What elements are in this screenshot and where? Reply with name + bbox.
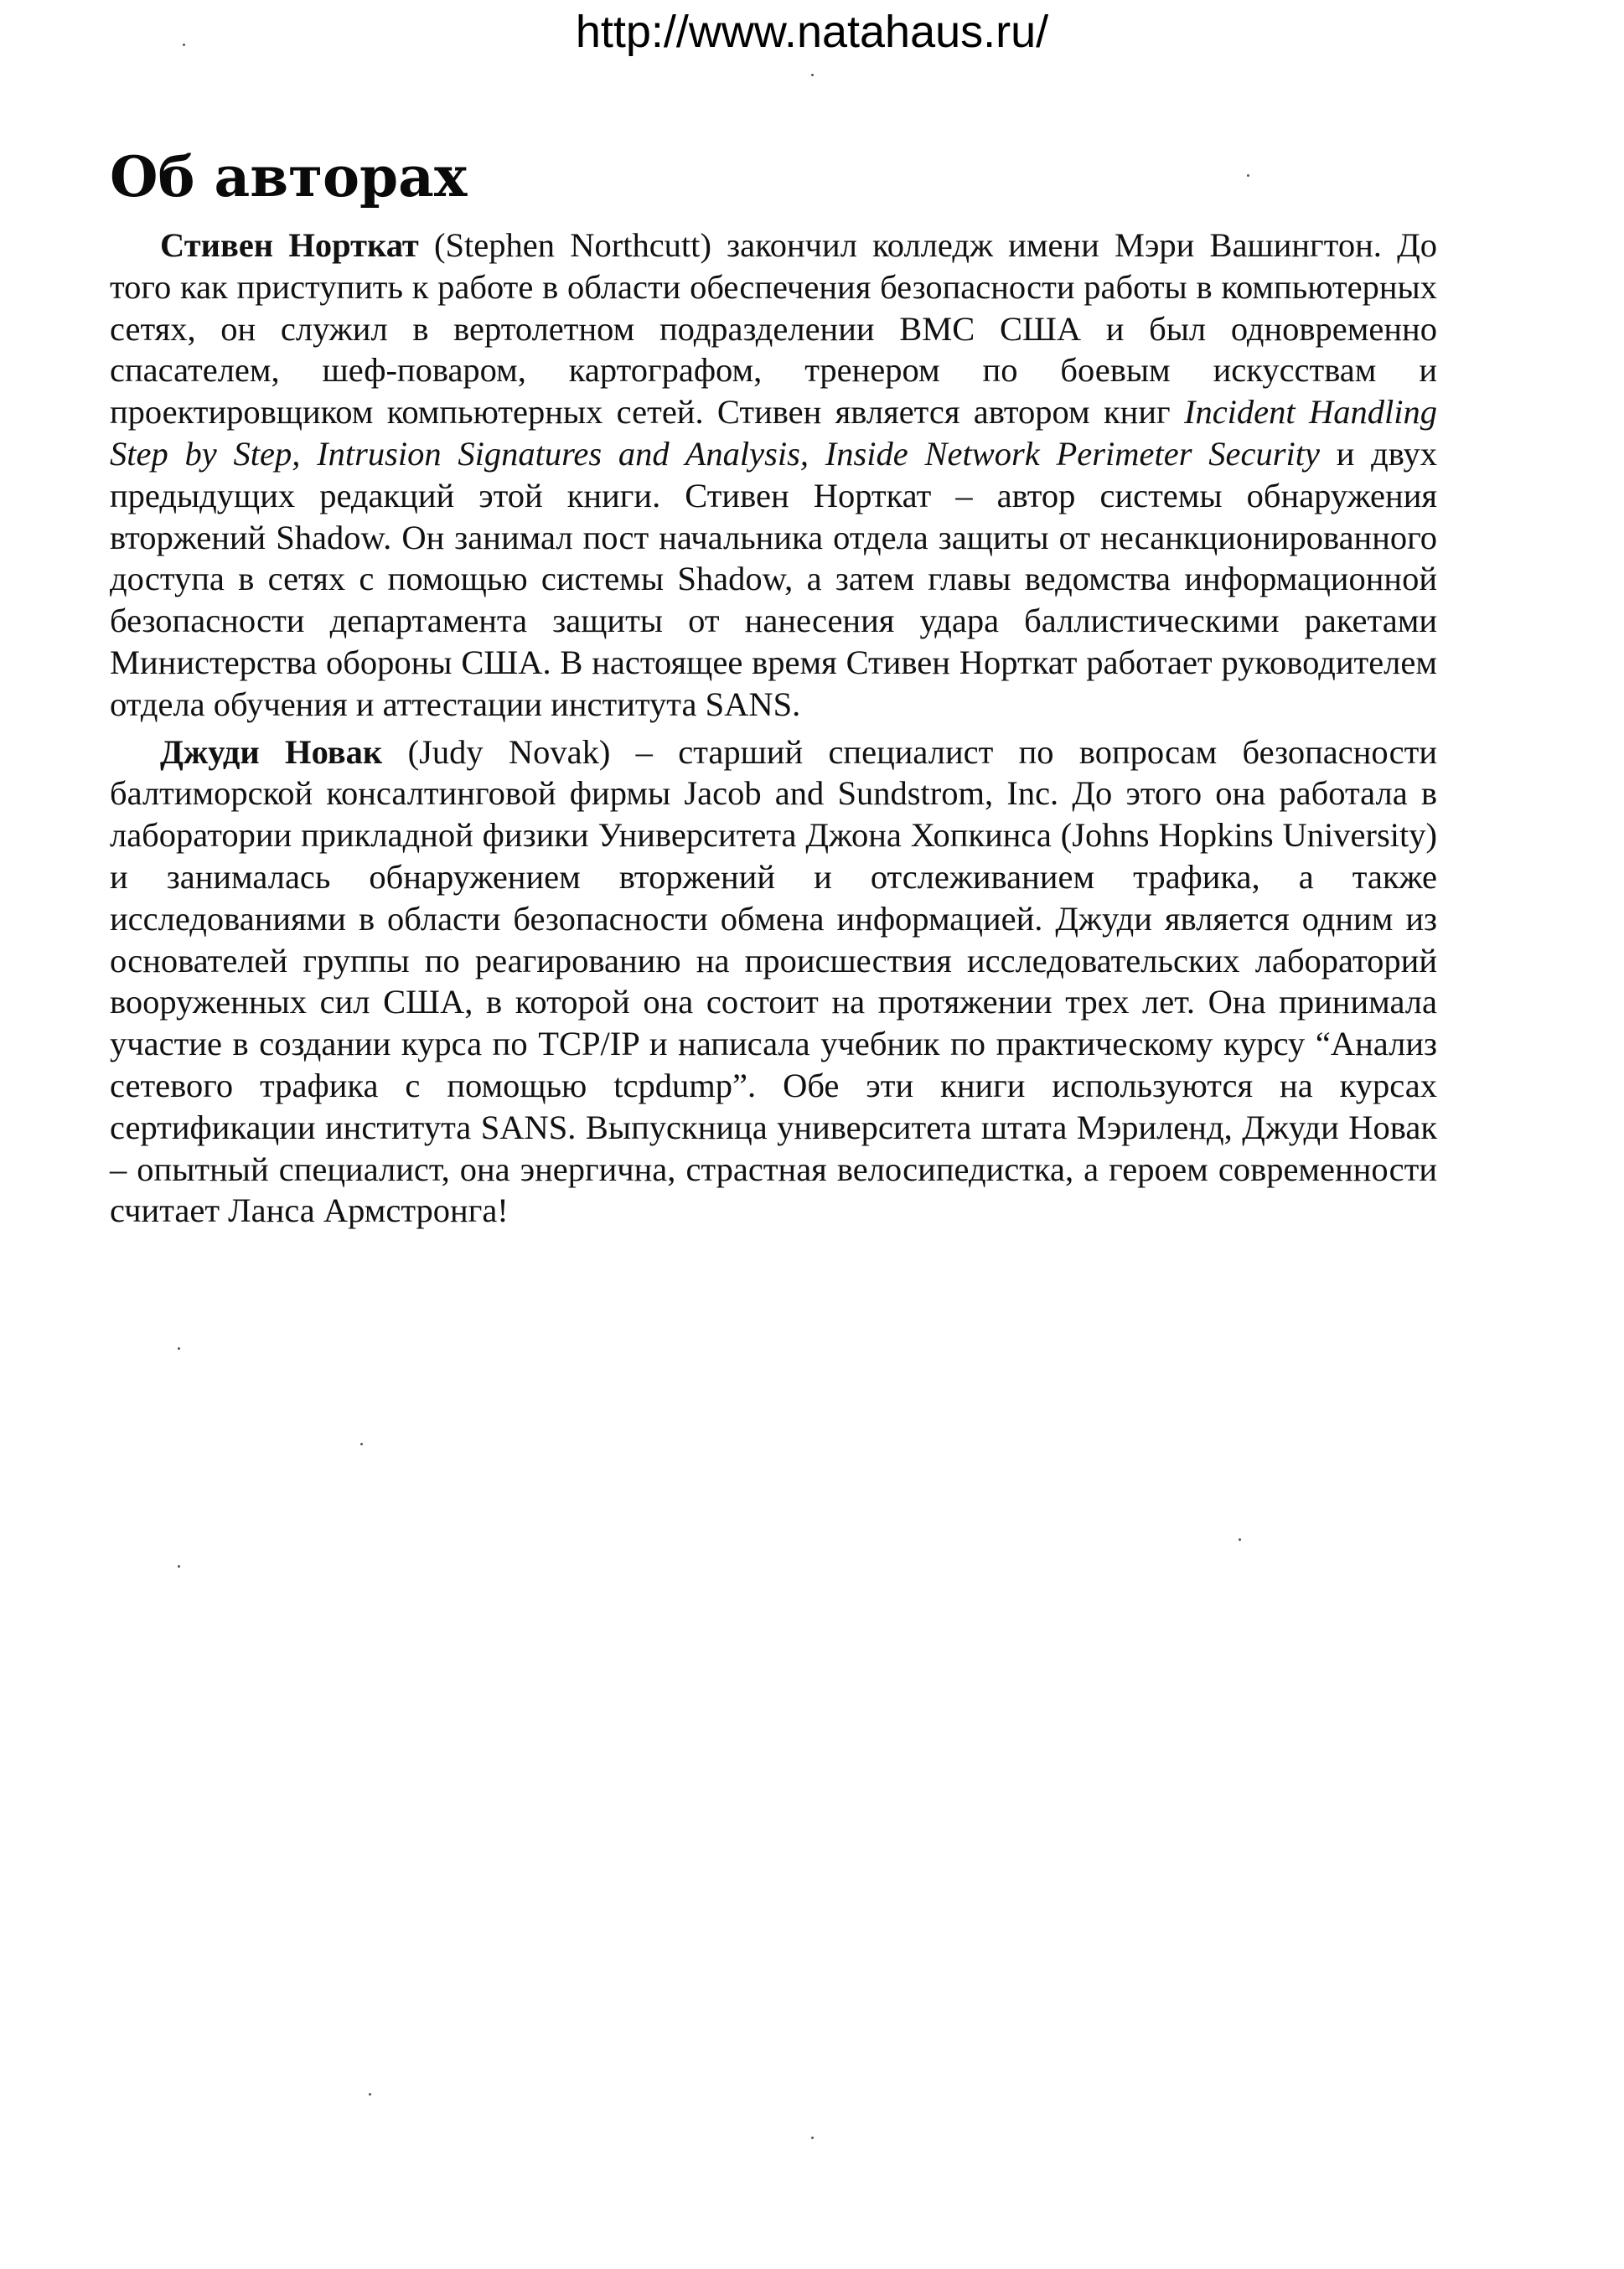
scan-speck bbox=[1247, 174, 1249, 177]
scan-speck bbox=[811, 2137, 814, 2139]
page-title: Об авторах bbox=[110, 144, 468, 209]
scan-speck bbox=[811, 74, 814, 76]
header-url: http://www.natahaus.ru/ bbox=[575, 7, 1049, 57]
author-bio-text: (Judy Novak) – старший специалист по вопросам безопасности балтиморской консалтинговой фирмы Jacob and Sundstrom, Inc. До этого она работала в лаборатории прикладной физики Университета Джона Хопкинса (Johns Hopkins University) и занималась обнаружением вторжений и отслеживанием трафика, а также исследованиями в области безопасности обмена информацией. Джуди является одним из основателей группы по реагированию на происшествия исследовательских лабораторий вооруженных сил США, в которой она состоит на протяжении трех лет. Она принимала участие в создании курса по TCP/IP и написала учебник по практическому курсу “Анализ сетевого трафика с помощью tcpdump”. Обе эти книги используются на курсах сертификации института SANS. Выпускница университета штата Мэриленд, Джуди Новак – опытный специалист, она энергична, страстная велосипедистка, а героем современности считает Ланса Армстронга! bbox=[110, 732, 1437, 1230]
scan-speck bbox=[369, 2093, 371, 2096]
author-name: Стивен Норткат bbox=[160, 226, 419, 264]
author-bio-text: (Stephen Northcutt) закончил колледж имени Мэри Вашингтон. До того как приступить к работе в области обеспечения безопасности работы в компьютерных сетях, он служил в вертолетном подразделении ВМС США и был одновременно спасателем, шеф-поваром, картографом, тренером по боевым искусствам и проектировщиком компьютерных сетей. Стивен является автором книг bbox=[110, 226, 1437, 432]
scan-speck bbox=[1239, 1538, 1241, 1541]
author-paragraph-northcutt bbox=[110, 225, 1437, 726]
scan-speck bbox=[178, 1347, 180, 1350]
book-titles: Incident Handling Step by Step, Intrusion Signatures and Analysis, Inside Network Perimeter Security bbox=[110, 393, 1437, 473]
author-paragraph-novak bbox=[110, 731, 1437, 1233]
scan-speck bbox=[178, 1565, 180, 1568]
author-name: Джуди Новак bbox=[160, 732, 383, 771]
scan-speck bbox=[360, 1443, 363, 1445]
body-text bbox=[110, 225, 1437, 1238]
author-bio-text: и двух предыдущих редакций этой книги. Стивен Норткат – автор системы обнаружения вторжений Shadow. Он занимал пост начальника отдела защиты от несанкционированного доступа в сетях с помощью системы Shadow, а затем главы ведомства информационной безопасности департамента защиты от нанесения удара баллистическими ракетами Министерства обороны США. В настоящее время Стивен Норткат работает руководителем отдела обучения и аттестации института SANS. bbox=[110, 434, 1437, 723]
scan-speck bbox=[183, 44, 185, 46]
